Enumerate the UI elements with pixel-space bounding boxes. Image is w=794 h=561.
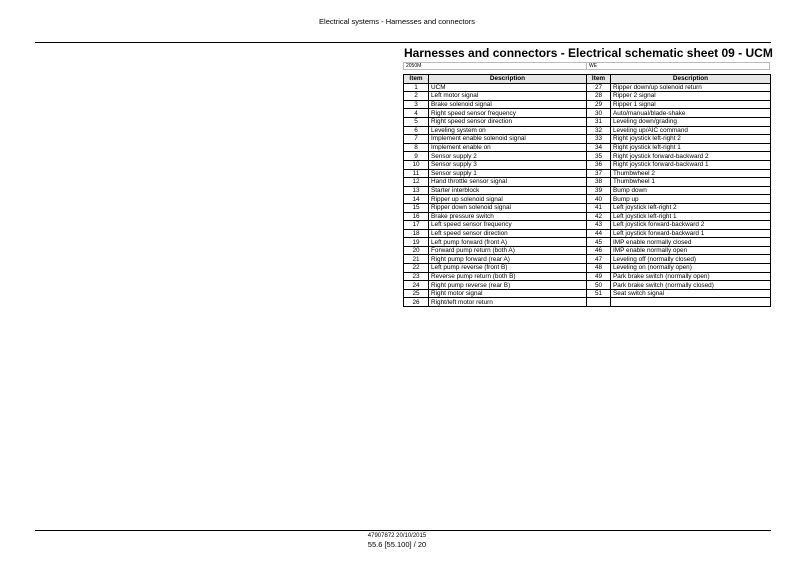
item-number-cell: 11 (404, 169, 429, 178)
model-info-bar (403, 62, 770, 70)
description-cell: Right speed sensor direction (429, 117, 587, 126)
description-cell: Left joystick left-right 1 (611, 212, 771, 221)
item-number-cell: 26 (404, 298, 429, 307)
running-header: Electrical systems - Harnesses and connectors (319, 17, 475, 26)
table-row (404, 135, 771, 144)
description-cell: Right joystick forward-backward 1 (611, 160, 771, 169)
top-divider (35, 42, 771, 43)
description-cell: Left pump reverse (front B) (429, 264, 587, 273)
description-cell: Park brake switch (normally open) (611, 272, 771, 281)
item-number-cell: 47 (587, 255, 611, 264)
item-number-cell: 20 (404, 246, 429, 255)
description-cell: Left motor signal (429, 92, 587, 101)
item-number-cell: 16 (404, 212, 429, 221)
item-number-cell: 40 (587, 195, 611, 204)
item-description-table (403, 74, 771, 307)
column-header: Description (429, 75, 587, 84)
description-cell: Thumbwheel 1 (611, 178, 771, 187)
description-cell: Auto/manual/blade-shake (611, 109, 771, 118)
item-number-cell: 36 (587, 160, 611, 169)
description-cell: IMP enable normally closed (611, 238, 771, 247)
item-number-cell: 23 (404, 272, 429, 281)
item-number-cell: 42 (587, 212, 611, 221)
table-row (404, 281, 771, 290)
description-cell: Left joystick forward-backward 1 (611, 229, 771, 238)
table-row (404, 152, 771, 161)
description-cell: Left speed sensor direction (429, 229, 587, 238)
item-number-cell: 46 (587, 246, 611, 255)
item-number-cell: 33 (587, 135, 611, 144)
table-row (404, 109, 771, 118)
table-row (404, 272, 771, 281)
column-header: Item (404, 75, 429, 84)
item-number-cell: 50 (587, 281, 611, 290)
item-number-cell: 25 (404, 289, 429, 298)
table-row (404, 246, 771, 255)
item-number-cell: 19 (404, 238, 429, 247)
table-row (404, 212, 771, 221)
table-row (404, 298, 771, 307)
description-cell: Left speed sensor frequency (429, 221, 587, 230)
description-cell: Right joystick left-right 2 (611, 135, 771, 144)
table-row (404, 186, 771, 195)
description-cell: Right motor signal (429, 289, 587, 298)
table-row (404, 92, 771, 101)
item-number-cell: 51 (587, 289, 611, 298)
item-number-cell: 28 (587, 92, 611, 101)
table-row (404, 221, 771, 230)
item-number-cell: 5 (404, 117, 429, 126)
item-number-cell: 44 (587, 229, 611, 238)
item-number-cell: 9 (404, 152, 429, 161)
description-cell: Hand throttle sensor signal (429, 178, 587, 187)
item-number-cell: 37 (587, 169, 611, 178)
item-number-cell: 41 (587, 203, 611, 212)
table-row (404, 143, 771, 152)
item-number-cell: 38 (587, 178, 611, 187)
table-row (404, 100, 771, 109)
column-header: Description (611, 75, 771, 84)
model-label: 2050M (403, 62, 587, 70)
item-number-cell: 3 (404, 100, 429, 109)
table-row (404, 203, 771, 212)
description-cell: Park brake switch (normally closed) (611, 281, 771, 290)
item-number-cell: 39 (587, 186, 611, 195)
item-number-cell (587, 298, 611, 307)
item-number-cell: 17 (404, 221, 429, 230)
bottom-divider (35, 530, 771, 531)
description-cell: Leveling off (normally closed) (611, 255, 771, 264)
description-cell: Right pump reverse (rear B) (429, 281, 587, 290)
description-cell: Left joystick left-right 2 (611, 203, 771, 212)
item-number-cell: 48 (587, 264, 611, 273)
description-cell: Sensor supply 1 (429, 169, 587, 178)
item-number-cell: 43 (587, 221, 611, 230)
table-row (404, 160, 771, 169)
description-cell (611, 298, 771, 307)
description-cell: Seat switch signal (611, 289, 771, 298)
item-number-cell: 29 (587, 100, 611, 109)
description-cell: Reverse pump return (both B) (429, 272, 587, 281)
description-cell: Sensor supply 3 (429, 160, 587, 169)
table-row (404, 264, 771, 273)
item-number-cell: 13 (404, 186, 429, 195)
item-number-cell: 27 (587, 83, 611, 92)
table-header-row (404, 75, 771, 84)
item-number-cell: 2 (404, 92, 429, 101)
description-cell: Left joystick forward-backward 2 (611, 221, 771, 230)
description-cell: Leveling on (normally open) (611, 264, 771, 273)
item-number-cell: 30 (587, 109, 611, 118)
item-number-cell: 45 (587, 238, 611, 247)
description-cell: UCM (429, 83, 587, 92)
description-cell: Right/left motor return (429, 298, 587, 307)
item-number-cell: 7 (404, 135, 429, 144)
table-row (404, 83, 771, 92)
document-code: 47907872 20/10/2015 (367, 533, 427, 539)
table-row (404, 195, 771, 204)
item-number-cell: 49 (587, 272, 611, 281)
description-cell: Ripper down solenoid signal (429, 203, 587, 212)
item-number-cell: 6 (404, 126, 429, 135)
description-cell: Leveling up/AIC command (611, 126, 771, 135)
description-cell: Leveling down/grading (611, 117, 771, 126)
description-cell: Right joystick forward-backward 2 (611, 152, 771, 161)
table-row (404, 229, 771, 238)
description-cell: Thumbwheel 2 (611, 169, 771, 178)
item-number-cell: 12 (404, 178, 429, 187)
column-header: Item (587, 75, 611, 84)
description-cell: Ripper 1 signal (611, 100, 771, 109)
table-row (404, 289, 771, 298)
table-body (404, 83, 771, 306)
table-row (404, 255, 771, 264)
description-cell: Bump down (611, 186, 771, 195)
description-cell: Right speed sensor frequency (429, 109, 587, 118)
description-cell: Ripper 2 signal (611, 92, 771, 101)
item-number-cell: 10 (404, 160, 429, 169)
item-number-cell: 35 (587, 152, 611, 161)
description-cell: Bump up (611, 195, 771, 204)
table-row (404, 126, 771, 135)
description-cell: Brake solenoid signal (429, 100, 587, 109)
item-number-cell: 15 (404, 203, 429, 212)
description-cell: Left pump forward (front A) (429, 238, 587, 247)
description-cell: Starter interblock (429, 186, 587, 195)
item-number-cell: 14 (404, 195, 429, 204)
description-cell: Sensor supply 2 (429, 152, 587, 161)
description-cell: Leveling system on (429, 126, 587, 135)
page-number: 55.6 [55.100] / 20 (367, 540, 427, 549)
item-number-cell: 8 (404, 143, 429, 152)
description-cell: Forward pump return (both A) (429, 246, 587, 255)
description-cell: Ripper down/up solenoid return (611, 83, 771, 92)
description-cell: Brake pressure switch (429, 212, 587, 221)
table-row (404, 117, 771, 126)
description-cell: Right pump forward (rear A) (429, 255, 587, 264)
description-cell: Ripper up solenoid signal (429, 195, 587, 204)
item-number-cell: 4 (404, 109, 429, 118)
description-cell: Implement enable on (429, 143, 587, 152)
item-number-cell: 18 (404, 229, 429, 238)
description-cell: Implement enable solenoid signal (429, 135, 587, 144)
item-number-cell: 34 (587, 143, 611, 152)
description-cell: Right joystick left-right 1 (611, 143, 771, 152)
item-number-cell: 32 (587, 126, 611, 135)
item-number-cell: 22 (404, 264, 429, 273)
item-number-cell: 21 (404, 255, 429, 264)
section-title: Harnesses and connectors - Electrical schematic sheet 09 - UCM (404, 46, 773, 60)
table-row (404, 238, 771, 247)
market-label: WE (587, 62, 770, 70)
table-row (404, 178, 771, 187)
description-cell: IMP enable normally open (611, 246, 771, 255)
item-number-cell: 1 (404, 83, 429, 92)
item-number-cell: 31 (587, 117, 611, 126)
item-number-cell: 24 (404, 281, 429, 290)
table-row (404, 169, 771, 178)
